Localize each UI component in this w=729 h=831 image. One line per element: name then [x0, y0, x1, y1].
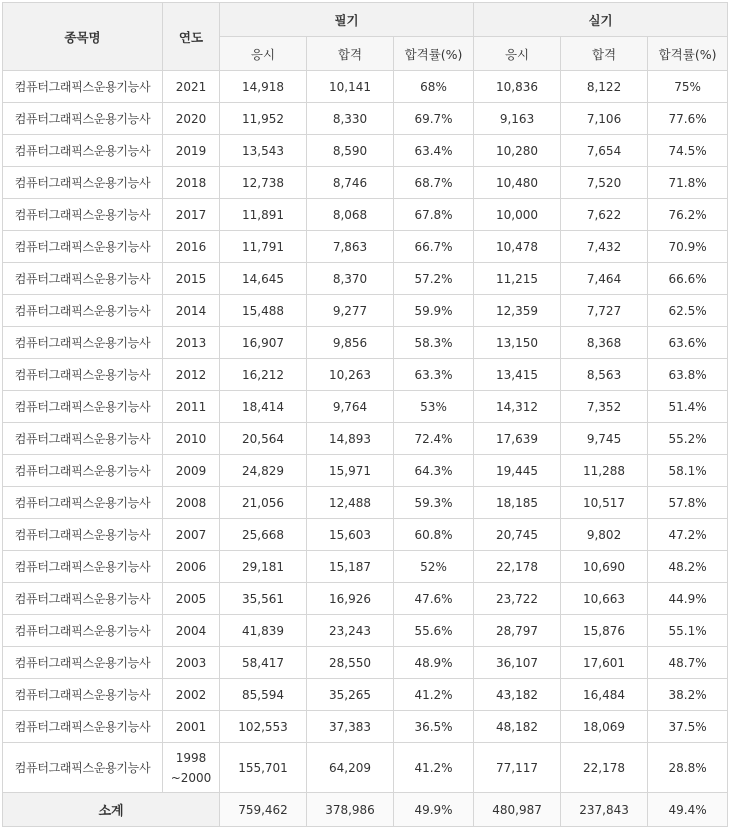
cell-written-passed: 15,971 [307, 455, 394, 487]
cell-practical-passed: 7,432 [561, 231, 648, 263]
cell-written-applicants: 16,907 [220, 327, 307, 359]
cell-practical-passed: 7,464 [561, 263, 648, 295]
cell-practical-passed: 22,178 [561, 743, 648, 793]
cell-practical-passed: 7,622 [561, 199, 648, 231]
cell-practical-rate: 58.1% [648, 455, 728, 487]
cell-written-applicants: 11,891 [220, 199, 307, 231]
cell-practical-rate: 37.5% [648, 711, 728, 743]
cell-practical-rate: 70.9% [648, 231, 728, 263]
cell-practical-rate: 55.2% [648, 423, 728, 455]
table-row [3, 743, 728, 793]
cell-written-passed: 23,243 [307, 615, 394, 647]
cell-year: 2006 [163, 551, 220, 583]
cell-practical-rate: 63.6% [648, 327, 728, 359]
table-row [3, 231, 728, 263]
header-written-applicants: 응시 [220, 37, 307, 71]
cell-written-passed: 8,590 [307, 135, 394, 167]
cell-year: 2011 [163, 391, 220, 423]
cell-practical-passed: 15,876 [561, 615, 648, 647]
table-row [3, 423, 728, 455]
cell-written-applicants: 18,414 [220, 391, 307, 423]
cell-name: 컴퓨터그래픽스운용기능사 [3, 455, 163, 487]
cell-written-rate: 41.2% [394, 743, 474, 793]
table-row [3, 711, 728, 743]
cell-practical-applicants: 10,480 [474, 167, 561, 199]
table-row [3, 167, 728, 199]
cell-year: 2018 [163, 167, 220, 199]
cell-year: 2005 [163, 583, 220, 615]
cell-written-passed: 8,746 [307, 167, 394, 199]
cell-written-applicants: 102,553 [220, 711, 307, 743]
cell-written-rate: 48.9% [394, 647, 474, 679]
cell-practical-passed: 8,122 [561, 71, 648, 103]
cell-practical-rate: 28.8% [648, 743, 728, 793]
cell-year: 2004 [163, 615, 220, 647]
cell-practical-applicants: 20,745 [474, 519, 561, 551]
cell-written-rate: 60.8% [394, 519, 474, 551]
table-row [3, 199, 728, 231]
cell-practical-passed: 10,517 [561, 487, 648, 519]
table-row [3, 647, 728, 679]
cell-name: 컴퓨터그래픽스운용기능사 [3, 423, 163, 455]
cell-practical-applicants: 10,280 [474, 135, 561, 167]
cell-written-passed: 9,277 [307, 295, 394, 327]
cell-practical-rate: 44.9% [648, 583, 728, 615]
cell-practical-rate: 51.4% [648, 391, 728, 423]
cell-written-applicants: 21,056 [220, 487, 307, 519]
cell-name: 컴퓨터그래픽스운용기능사 [3, 487, 163, 519]
cell-written-rate: 57.2% [394, 263, 474, 295]
cell-written-applicants: 15,488 [220, 295, 307, 327]
cell-year: 2019 [163, 135, 220, 167]
cell-practical-rate: 57.8% [648, 487, 728, 519]
table-row [3, 295, 728, 327]
cell-name: 컴퓨터그래픽스운용기능사 [3, 647, 163, 679]
cell-practical-passed: 8,368 [561, 327, 648, 359]
cell-practical-applicants: 13,150 [474, 327, 561, 359]
cell-written-rate: 59.9% [394, 295, 474, 327]
total-written-passed: 378,986 [307, 793, 394, 827]
cell-name: 컴퓨터그래픽스운용기능사 [3, 231, 163, 263]
cell-written-rate: 67.8% [394, 199, 474, 231]
table-row [3, 551, 728, 583]
cell-practical-applicants: 43,182 [474, 679, 561, 711]
cell-practical-rate: 47.2% [648, 519, 728, 551]
cell-written-rate: 64.3% [394, 455, 474, 487]
cell-written-applicants: 20,564 [220, 423, 307, 455]
cell-written-passed: 37,383 [307, 711, 394, 743]
cell-written-rate: 36.5% [394, 711, 474, 743]
total-practical-rate: 49.4% [648, 793, 728, 827]
cell-written-applicants: 35,561 [220, 583, 307, 615]
cell-year: 2017 [163, 199, 220, 231]
cell-practical-passed: 7,106 [561, 103, 648, 135]
table-row [3, 615, 728, 647]
cell-name: 컴퓨터그래픽스운용기능사 [3, 615, 163, 647]
cell-practical-passed: 10,690 [561, 551, 648, 583]
table-row [3, 679, 728, 711]
cell-name: 컴퓨터그래픽스운용기능사 [3, 135, 163, 167]
table-body [3, 71, 728, 793]
table-row [3, 135, 728, 167]
cell-practical-applicants: 48,182 [474, 711, 561, 743]
cell-written-rate: 52% [394, 551, 474, 583]
cell-year: 2007 [163, 519, 220, 551]
table-row [3, 327, 728, 359]
cell-practical-applicants: 22,178 [474, 551, 561, 583]
cell-year: 2012 [163, 359, 220, 391]
table-row [3, 487, 728, 519]
cell-written-passed: 9,764 [307, 391, 394, 423]
cell-name: 컴퓨터그래픽스운용기능사 [3, 519, 163, 551]
cell-written-applicants: 41,839 [220, 615, 307, 647]
cell-practical-applicants: 19,445 [474, 455, 561, 487]
cell-practical-passed: 16,484 [561, 679, 648, 711]
cell-name: 컴퓨터그래픽스운용기능사 [3, 263, 163, 295]
table-row [3, 103, 728, 135]
header-written: 필기 [220, 3, 474, 37]
cell-practical-passed: 10,663 [561, 583, 648, 615]
cell-written-passed: 8,330 [307, 103, 394, 135]
cell-practical-applicants: 10,000 [474, 199, 561, 231]
cell-practical-passed: 7,520 [561, 167, 648, 199]
cell-year: 2013 [163, 327, 220, 359]
table-row [3, 71, 728, 103]
cell-practical-rate: 55.1% [648, 615, 728, 647]
total-written-applicants: 759,462 [220, 793, 307, 827]
cell-practical-applicants: 10,478 [474, 231, 561, 263]
cell-written-rate: 41.2% [394, 679, 474, 711]
cell-written-rate: 55.6% [394, 615, 474, 647]
cell-written-applicants: 24,829 [220, 455, 307, 487]
cell-year: 2003 [163, 647, 220, 679]
cell-practical-applicants: 9,163 [474, 103, 561, 135]
cell-practical-passed: 18,069 [561, 711, 648, 743]
cell-practical-rate: 48.7% [648, 647, 728, 679]
cell-practical-rate: 38.2% [648, 679, 728, 711]
cell-written-applicants: 58,417 [220, 647, 307, 679]
cell-written-passed: 12,488 [307, 487, 394, 519]
header-practical-applicants: 응시 [474, 37, 561, 71]
total-written-rate: 49.9% [394, 793, 474, 827]
cell-practical-applicants: 12,359 [474, 295, 561, 327]
cell-year: 2009 [163, 455, 220, 487]
cell-practical-passed: 8,563 [561, 359, 648, 391]
cell-name: 컴퓨터그래픽스운용기능사 [3, 583, 163, 615]
total-row [3, 793, 728, 827]
table-row [3, 519, 728, 551]
cell-written-passed: 16,926 [307, 583, 394, 615]
cell-year: 2010 [163, 423, 220, 455]
cell-practical-applicants: 13,415 [474, 359, 561, 391]
header-name: 종목명 [3, 3, 163, 71]
cell-written-rate: 69.7% [394, 103, 474, 135]
cell-name: 컴퓨터그래픽스운용기능사 [3, 103, 163, 135]
cell-name: 컴퓨터그래픽스운용기능사 [3, 711, 163, 743]
cell-written-passed: 7,863 [307, 231, 394, 263]
table-row [3, 263, 728, 295]
cell-year: 1998 ~2000 [163, 743, 220, 793]
cell-written-applicants: 29,181 [220, 551, 307, 583]
cell-practical-rate: 74.5% [648, 135, 728, 167]
cell-written-passed: 14,893 [307, 423, 394, 455]
cell-practical-passed: 9,745 [561, 423, 648, 455]
cell-practical-passed: 11,288 [561, 455, 648, 487]
cell-written-passed: 35,265 [307, 679, 394, 711]
cell-written-passed: 10,263 [307, 359, 394, 391]
cell-year: 2016 [163, 231, 220, 263]
total-practical-applicants: 480,987 [474, 793, 561, 827]
cell-written-rate: 59.3% [394, 487, 474, 519]
cell-written-rate: 63.4% [394, 135, 474, 167]
pass-rate-table [2, 2, 728, 827]
cell-name: 컴퓨터그래픽스운용기능사 [3, 551, 163, 583]
cell-year: 2014 [163, 295, 220, 327]
total-practical-passed: 237,843 [561, 793, 648, 827]
cell-written-rate: 68.7% [394, 167, 474, 199]
cell-written-applicants: 11,791 [220, 231, 307, 263]
cell-practical-passed: 9,802 [561, 519, 648, 551]
cell-written-rate: 72.4% [394, 423, 474, 455]
cell-practical-applicants: 23,722 [474, 583, 561, 615]
cell-practical-applicants: 17,639 [474, 423, 561, 455]
cell-written-rate: 63.3% [394, 359, 474, 391]
cell-written-applicants: 25,668 [220, 519, 307, 551]
cell-year: 2020 [163, 103, 220, 135]
cell-year: 2021 [163, 71, 220, 103]
cell-practical-applicants: 28,797 [474, 615, 561, 647]
cell-written-applicants: 14,645 [220, 263, 307, 295]
cell-name: 컴퓨터그래픽스운용기능사 [3, 391, 163, 423]
cell-written-rate: 47.6% [394, 583, 474, 615]
cell-year: 2015 [163, 263, 220, 295]
table-row [3, 583, 728, 615]
cell-practical-passed: 7,654 [561, 135, 648, 167]
cell-practical-rate: 62.5% [648, 295, 728, 327]
cell-written-passed: 15,187 [307, 551, 394, 583]
cell-practical-rate: 63.8% [648, 359, 728, 391]
cell-name: 컴퓨터그래픽스운용기능사 [3, 199, 163, 231]
cell-name: 컴퓨터그래픽스운용기능사 [3, 743, 163, 793]
header-practical: 실기 [474, 3, 728, 37]
cell-written-applicants: 12,738 [220, 167, 307, 199]
cell-written-applicants: 11,952 [220, 103, 307, 135]
cell-written-passed: 15,603 [307, 519, 394, 551]
cell-practical-rate: 71.8% [648, 167, 728, 199]
cell-year: 2002 [163, 679, 220, 711]
cell-written-applicants: 13,543 [220, 135, 307, 167]
cell-written-applicants: 14,918 [220, 71, 307, 103]
cell-practical-rate: 76.2% [648, 199, 728, 231]
cell-written-rate: 53% [394, 391, 474, 423]
cell-practical-applicants: 36,107 [474, 647, 561, 679]
table-row [3, 391, 728, 423]
cell-written-rate: 58.3% [394, 327, 474, 359]
cell-year: 2001 [163, 711, 220, 743]
cell-practical-rate: 48.2% [648, 551, 728, 583]
cell-practical-rate: 75% [648, 71, 728, 103]
header-year: 연도 [163, 3, 220, 71]
cell-practical-applicants: 11,215 [474, 263, 561, 295]
cell-practical-passed: 17,601 [561, 647, 648, 679]
cell-written-rate: 66.7% [394, 231, 474, 263]
cell-name: 컴퓨터그래픽스운용기능사 [3, 359, 163, 391]
cell-practical-rate: 66.6% [648, 263, 728, 295]
cell-written-applicants: 16,212 [220, 359, 307, 391]
cell-practical-applicants: 18,185 [474, 487, 561, 519]
cell-written-applicants: 155,701 [220, 743, 307, 793]
header-row-top [3, 3, 728, 37]
cell-practical-rate: 77.6% [648, 103, 728, 135]
cell-year: 2008 [163, 487, 220, 519]
cell-name: 컴퓨터그래픽스운용기능사 [3, 327, 163, 359]
cell-written-applicants: 85,594 [220, 679, 307, 711]
cell-written-passed: 8,068 [307, 199, 394, 231]
cell-practical-applicants: 10,836 [474, 71, 561, 103]
table-row [3, 455, 728, 487]
cell-practical-passed: 7,352 [561, 391, 648, 423]
cell-practical-applicants: 77,117 [474, 743, 561, 793]
header-practical-rate: 합격률(%) [648, 37, 728, 71]
cell-practical-applicants: 14,312 [474, 391, 561, 423]
header-written-passed: 합격 [307, 37, 394, 71]
cell-written-passed: 28,550 [307, 647, 394, 679]
header-written-rate: 합격률(%) [394, 37, 474, 71]
cell-name: 컴퓨터그래픽스운용기능사 [3, 71, 163, 103]
cell-written-passed: 10,141 [307, 71, 394, 103]
cell-name: 컴퓨터그래픽스운용기능사 [3, 679, 163, 711]
cell-written-passed: 9,856 [307, 327, 394, 359]
cell-name: 컴퓨터그래픽스운용기능사 [3, 295, 163, 327]
cell-name: 컴퓨터그래픽스운용기능사 [3, 167, 163, 199]
table-row [3, 359, 728, 391]
total-label: 소계 [3, 793, 220, 827]
cell-written-passed: 64,209 [307, 743, 394, 793]
header-practical-passed: 합격 [561, 37, 648, 71]
cell-written-passed: 8,370 [307, 263, 394, 295]
cell-practical-passed: 7,727 [561, 295, 648, 327]
cell-written-rate: 68% [394, 71, 474, 103]
